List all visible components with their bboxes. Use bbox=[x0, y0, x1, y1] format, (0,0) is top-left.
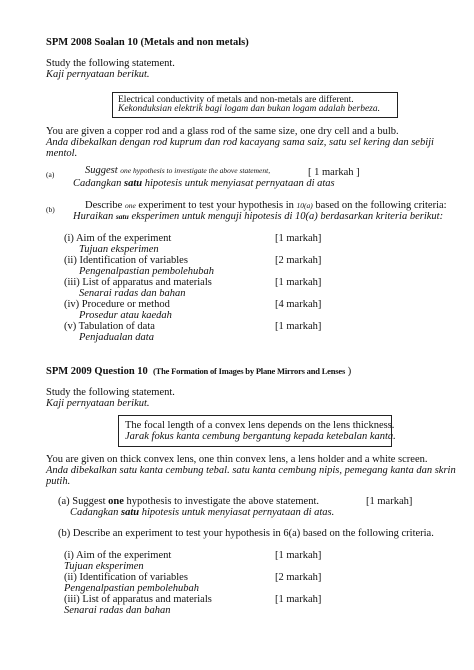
section1-a-label: (a) bbox=[46, 170, 55, 179]
section2-study-ms: Kaji pernyataan berikut. bbox=[46, 398, 150, 409]
section1-a-pre: Suggest bbox=[85, 165, 121, 176]
section1-criteria-1-mark: [1 markah] bbox=[275, 233, 322, 244]
section1-criteria-2-mark: [2 markah] bbox=[275, 255, 322, 266]
section2-criteria-2-ms: Pengenalpastian pembolehubah bbox=[64, 583, 200, 594]
section1-given-en: You are given a copper rod and a glass rod of the same size, one dry cell and a bulb. bbox=[46, 126, 399, 137]
section2-a-ms bbox=[70, 507, 334, 519]
section2-a-mark: [1 markah] bbox=[366, 496, 413, 507]
section1-criteria-4-mark: [4 markah] bbox=[275, 299, 322, 310]
section1-a-ms bbox=[73, 178, 335, 190]
section1-study-ms: Kaji pernyataan berikut. bbox=[46, 69, 150, 80]
section2-criteria-1-mark: [1 markah] bbox=[275, 550, 322, 561]
section1-statement-en: Electrical conductivity of metals and non-metals are different. bbox=[118, 95, 354, 105]
section2-title-topic: (The Formation of Images by Plane Mirrors and Lenses bbox=[153, 366, 346, 376]
section2-given-ms-line2: putih. bbox=[46, 476, 71, 487]
section2-criteria-3-en: (iii) List of apparatus and materials bbox=[64, 594, 212, 605]
section1-statement-box bbox=[112, 92, 398, 118]
section1-given-ms-line1: Anda dibekalkan dengan rod kuprum dan rod kacayang sama saiz, satu sel kering dan sebiji bbox=[46, 137, 434, 148]
section1-b-one: one bbox=[124, 201, 136, 210]
section1-a-rest: hypothesis to investigate the above statement, bbox=[131, 166, 271, 175]
section1-b-ms bbox=[73, 211, 443, 223]
section1-a-one: one bbox=[120, 166, 132, 175]
section2-a-pre: (a) Suggest bbox=[58, 496, 109, 507]
section2-criteria-1-en: (i) Aim of the experiment bbox=[64, 550, 172, 561]
section1-b-mid: experiment to test your hypothesis in bbox=[135, 200, 297, 211]
section1-b-ms-rest: eksperimen untuk menguji hipotesis di 10(a) berdasarkan kriteria berikut: bbox=[128, 211, 444, 222]
section2-statement-box bbox=[118, 415, 396, 447]
section1-criteria-4-en: (iv) Procedure or method bbox=[64, 299, 170, 310]
section2-statement-en: The focal length of a convex lens depends on the lens thickness. bbox=[125, 420, 395, 431]
section1-a-question bbox=[85, 165, 270, 177]
section2-title bbox=[46, 365, 351, 378]
section2-title-close: ) bbox=[347, 366, 352, 377]
section1-criteria-3-mark: [1 markah] bbox=[275, 277, 322, 288]
section2-a-ms-bold: satu bbox=[121, 507, 140, 518]
section1-criteria-5-ms: Penjadualan data bbox=[79, 332, 154, 343]
section1-criteria-2-en: (ii) Identification of variables bbox=[64, 255, 188, 266]
section1-a-ms-rest: hipotesis untuk menyiasat pernyataan di atas bbox=[142, 178, 335, 189]
section2-given-en: You are given on thick convex lens, one thin convex lens, a lens holder and a white screen. bbox=[46, 454, 428, 465]
section1-statement-ms: Kekonduksian elektrik bagi logam dan bukan logam adalah berbeza. bbox=[118, 104, 381, 114]
section2-a-ms-rest: hipotesis untuk menyiasat pernyataan di atas. bbox=[139, 507, 335, 518]
section2-b-question: (b) Describe an experiment to test your hypothesis in 6(a) based on the following criteria. bbox=[58, 528, 434, 539]
section1-criteria-5-mark: [1 markah] bbox=[275, 321, 322, 332]
section2-a-ms-pre: Cadangkan bbox=[70, 507, 122, 518]
section1-criteria-5-en: (v) Tabulation of data bbox=[64, 321, 155, 332]
section2-title-pre: SPM 2009 Question 10 bbox=[46, 366, 148, 377]
section1-criteria-3-en: (iii) List of apparatus and materials bbox=[64, 277, 212, 288]
section1-criteria-3-ms: Senarai radas dan bahan bbox=[79, 288, 186, 299]
section2-criteria-2-en: (ii) Identification of variables bbox=[64, 572, 188, 583]
section1-criteria-2-ms: Pengenalpastian pembolehubah bbox=[79, 266, 215, 277]
section1-a-ms-bold: satu bbox=[124, 178, 143, 189]
section1-b-ref: 10(a) bbox=[296, 201, 313, 210]
section1-a-mark: [ 1 markah ] bbox=[308, 167, 360, 178]
section2-a-one: one bbox=[108, 496, 124, 507]
section2-study-en: Study the following statement. bbox=[46, 387, 175, 398]
section1-criteria-1-en: (i) Aim of the experiment bbox=[64, 233, 172, 244]
section2-criteria-3-ms: Senarai radas dan bahan bbox=[64, 605, 171, 616]
section2-criteria-2-mark: [2 markah] bbox=[275, 572, 322, 583]
section2-criteria-3-mark: [1 markah] bbox=[275, 594, 322, 605]
section1-b-rest: based on the following criteria: bbox=[312, 200, 447, 211]
section2-statement-ms: Jarak fokus kanta cembung bergantung kepada ketebalan kanta. bbox=[125, 431, 396, 442]
section1-a-ms-pre: Cadangkan bbox=[73, 178, 125, 189]
section1-title: SPM 2008 Soalan 10 (Metals and non metals) bbox=[46, 37, 249, 48]
section1-criteria-1-ms: Tujuan eksperimen bbox=[79, 244, 159, 255]
section2-a-rest: hypothesis to investigate the above statement. bbox=[123, 496, 320, 507]
section1-b-ms-bold: satu bbox=[115, 212, 129, 221]
section1-b-pre: Describe bbox=[85, 200, 125, 211]
section1-study-en: Study the following statement. bbox=[46, 58, 175, 69]
section1-criteria-4-ms: Prosedur atau kaedah bbox=[79, 310, 172, 321]
section1-b-label: (b) bbox=[46, 205, 55, 214]
section2-given-ms-line1: Anda dibekalkan satu kanta cembung tebal. satu kanta cembung nipis, pemegang kanta dan skrin bbox=[46, 465, 456, 476]
section1-given-ms-line2: mentol. bbox=[46, 148, 78, 159]
section2-criteria-1-ms: Tujuan eksperimen bbox=[64, 561, 144, 572]
section1-b-ms-pre: Huraikan bbox=[73, 211, 116, 222]
